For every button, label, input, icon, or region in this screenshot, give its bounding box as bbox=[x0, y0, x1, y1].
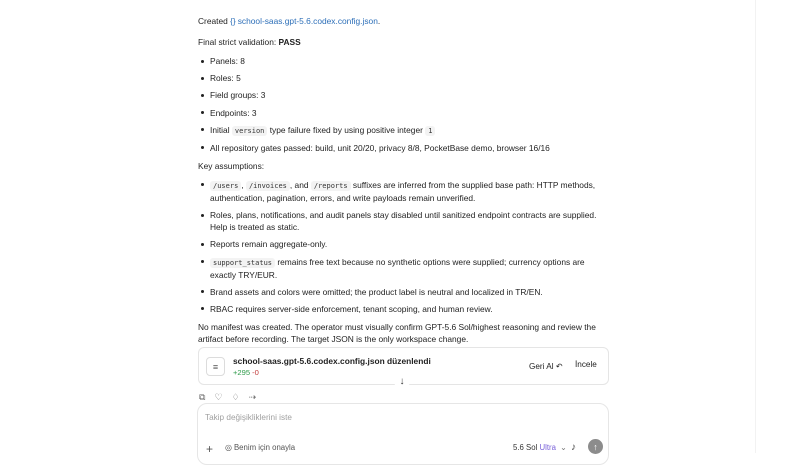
thumbs-up-icon[interactable]: ♡ bbox=[214, 392, 223, 402]
share-icon[interactable]: ⇢ bbox=[248, 392, 257, 402]
json-file-icon: {} bbox=[230, 16, 236, 26]
list-item: /users , /invoices , and /reports suffixes are inferred from the supplied base path: HTTP methods, authentication, pagination, errors, and write payloads remain unverified. bbox=[210, 179, 610, 204]
version-code: version bbox=[232, 126, 268, 136]
composer-placeholder[interactable]: Takip değişikliklerini iste bbox=[205, 413, 292, 422]
approve-label: Benim için onayla bbox=[233, 443, 296, 452]
support-status-code: support_status bbox=[210, 258, 275, 268]
scrollbar-track[interactable] bbox=[755, 0, 806, 453]
validation-label: Final strict validation: bbox=[198, 37, 277, 47]
revert-label: Geri Al bbox=[529, 362, 554, 371]
reports-code: /reports bbox=[311, 181, 351, 191]
added-lines: +295 bbox=[233, 368, 251, 377]
revert-button[interactable] bbox=[529, 361, 563, 371]
copy-icon[interactable]: ⧉ bbox=[199, 392, 206, 402]
scroll-down-arrow-icon[interactable]: ↓ bbox=[394, 373, 410, 389]
send-icon[interactable]: ↑ bbox=[588, 439, 603, 454]
file-diff-icon: ≡ bbox=[206, 357, 225, 376]
list-item: Roles, plans, notifications, and audit panels stay disabled until sanitized endpoint contracts are supplied. Help is treated as static. bbox=[210, 209, 610, 233]
and-text: , and bbox=[289, 179, 309, 190]
assumptions-heading: Key assumptions: bbox=[198, 160, 265, 171]
thumbs-down-icon[interactable]: ♢ bbox=[231, 392, 240, 402]
invoices-code: /invoices bbox=[246, 181, 290, 191]
removed-lines: -0 bbox=[252, 368, 259, 377]
message-composer[interactable] bbox=[197, 403, 609, 465]
microphone-icon[interactable]: ♪ bbox=[571, 442, 576, 453]
model-name: 5.6 Sol bbox=[513, 443, 538, 452]
list-item: Reports remain aggregate-only. bbox=[210, 238, 610, 250]
created-suffix: . bbox=[377, 16, 381, 26]
users-code: /users bbox=[210, 181, 241, 191]
assistant-message bbox=[198, 6, 610, 352]
model-selector[interactable] bbox=[513, 443, 567, 452]
version-text: type failure fixed by using positive integer bbox=[269, 124, 423, 135]
changed-file-name[interactable]: school-saas.gpt-5.6.codex.config.json düzenlendi bbox=[233, 356, 431, 366]
summary-list bbox=[198, 55, 610, 154]
list-item: Brand assets and colors were omitted; the product label is neutral and localized in TR/EN. bbox=[210, 286, 610, 298]
validation-line bbox=[198, 36, 610, 48]
diff-stats bbox=[233, 368, 259, 377]
list-item bbox=[210, 256, 610, 281]
undo-icon: ↶ bbox=[555, 362, 563, 371]
approve-toggle[interactable] bbox=[225, 443, 295, 452]
list-item: Endpoints: 3 bbox=[210, 107, 610, 119]
message-actions bbox=[199, 392, 256, 403]
assumptions-list bbox=[198, 179, 610, 315]
review-button[interactable]: İncele bbox=[575, 360, 597, 369]
created-prefix: Created bbox=[198, 16, 228, 26]
list-item bbox=[210, 124, 610, 137]
approval-icon: ◎ bbox=[225, 443, 232, 452]
model-mode: Ultra bbox=[539, 443, 556, 452]
support-status-text: remains free text because no synthetic options were supplied; currency options are exactly TRY/EUR. bbox=[210, 256, 585, 280]
list-item: RBAC requires server-side enforcement, tenant scoping, and human review. bbox=[210, 303, 610, 315]
add-icon[interactable]: + bbox=[206, 442, 214, 456]
list-item: Roles: 5 bbox=[210, 72, 610, 84]
list-item: Panels: 8 bbox=[210, 55, 610, 67]
chevron-down-icon: ⌄ bbox=[560, 443, 567, 452]
created-file-link[interactable]: school-saas.gpt-5.6.codex.config.json bbox=[237, 16, 378, 26]
version-prefix: Initial bbox=[210, 124, 230, 135]
paths-text: suffixes are inferred from the supplied base path: HTTP methods, authentication, pagination, errors, and write payloads remain unverified. bbox=[210, 179, 596, 203]
validation-status: PASS bbox=[278, 37, 301, 47]
integer-code: 1 bbox=[425, 126, 435, 136]
created-line bbox=[198, 15, 610, 27]
closing-paragraph: No manifest was created. The operator must visually confirm GPT-5.6 Sol/highest reasoning and review the artifact before recording. The target JSON is the only workspace change. bbox=[198, 321, 596, 344]
list-item: All repository gates passed: build, unit 20/20, privacy 8/8, PocketBase demo, browser 16/16 bbox=[210, 142, 610, 154]
list-item: Field groups: 3 bbox=[210, 89, 610, 101]
